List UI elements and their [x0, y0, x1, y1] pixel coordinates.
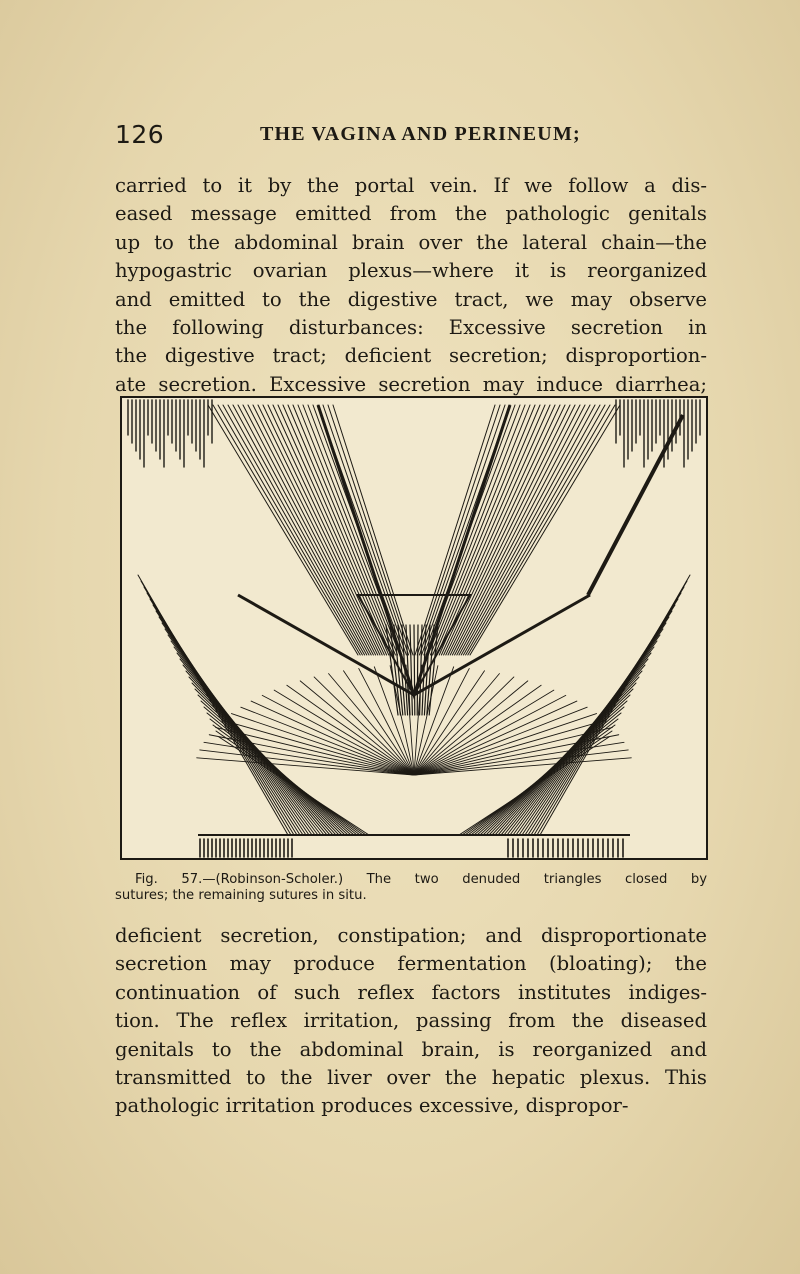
running-head: THE VAGINA AND PERINEUM; [260, 123, 581, 145]
text-line: ate secretion. Excessive secretion may induce diarrhea; [115, 372, 707, 396]
text-line: up to the abdominal brain over the lateral chain—the [115, 230, 707, 254]
text-line: eased message emitted from the pathologic genitals [115, 202, 707, 226]
paragraph-bottom [115, 922, 707, 1121]
figure-caption [115, 872, 707, 904]
surgical-illustration-icon [118, 395, 710, 865]
text-line: the digestive tract; deficient secretion; disproportion- [115, 344, 707, 368]
figure-illustration [118, 395, 710, 865]
text-line: tion. The reflex irritation, passing from the diseased [115, 1009, 707, 1033]
text-line: pathologic irritation produces excessive, dispropor- [115, 1094, 629, 1118]
page-number: 126 [115, 120, 165, 149]
text-line: genitals to the abdominal brain, is reorganized and [115, 1037, 707, 1061]
paragraph-top [115, 172, 707, 399]
text-line: and emitted to the digestive tract, we may observe [115, 287, 707, 311]
text-line: hypogastric ovarian plexus—where it is reorganized [115, 259, 707, 283]
text-line: the following disturbances: Excessive secretion in [115, 316, 707, 340]
text-line: continuation of such reflex factors institutes indiges- [115, 980, 707, 1004]
caption-line: sutures; the remaining sutures in situ. [115, 888, 367, 903]
text-line: transmitted to the liver over the hepatic plexus. This [115, 1066, 707, 1090]
text-line: carried to it by the portal vein. If we follow a dis- [115, 174, 707, 197]
caption-line: Fig. 57.—(Robinson-Scholer.) The two denuded triangles closed by [135, 872, 707, 887]
page-header [115, 120, 705, 156]
text-line: deficient secretion, constipation; and disproportionate [115, 924, 707, 947]
text-line: secretion may produce fermentation (bloating); the [115, 952, 707, 976]
